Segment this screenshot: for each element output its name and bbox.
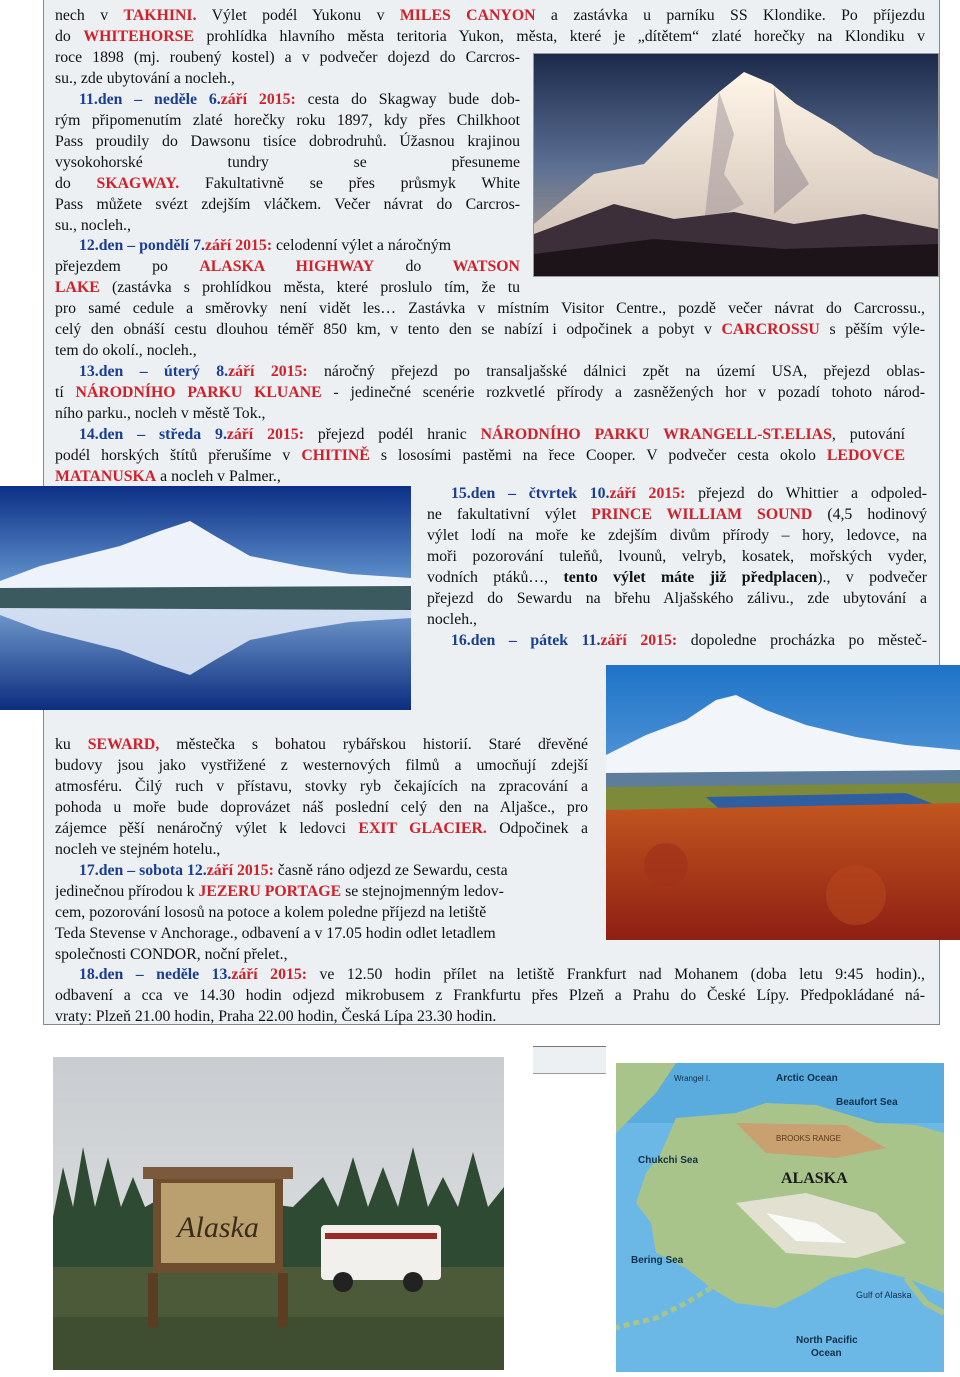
day16-line-5: pohoda u moře bude doprovázet náš poslední celý den na Aljašce., pro [55,799,588,816]
day12-line-1: 12.den – pondělí 7.září 2015: celodenní výlet a náročným [79,237,452,254]
day12-paragraph [55,235,925,361]
day12-line-3: LAKE (zastávka s prohlídkou města, které proslulo tím, že tu [55,279,520,296]
map-label-chukchi: Chukchi Sea [638,1155,699,1166]
day11-line-3: Pass proudily do Dawsonu tisíce dobrodruhů. Úžasnou krajinou [55,133,520,150]
day16-line-3: budovy jsou jako vystřižené z westernových filmů a umocňují zdejší [55,757,588,774]
map-label-beaufort: Beaufort Sea [836,1097,898,1108]
day13-line-1: 13.den – úterý 8.září 2015: náročný přejezd po transaljašské dálnici zpět na území USA, přejezd oblas- [79,363,925,380]
day17-line-5: společnosti CONDOR, noční přelet., [55,946,288,963]
map-label-brooks: BROOKS RANGE [776,1134,841,1143]
day11-line-2: rým připomenutím zlaté horečky roku 1897, kdy přes Chilkhoot [55,112,520,129]
day16-line-6: zájemce pěší nenáročný výlet k ledovci EXIT GLACIER. Odpočinek a [55,820,588,837]
day11-line-1: 11.den – neděle 6.září 2015: cesta do Skagway bude dob- [79,91,520,108]
day16-line-2: ku SEWARD, městečka s bohatou rybářskou historií. Staré dřevěné [55,736,588,753]
map-label-arctic: Arctic Ocean [776,1073,838,1084]
sign-text: Alaska [177,1211,259,1244]
day15-paragraph [427,483,927,651]
day16-line-4: atmosféru. Čilý ruch v přístavu, stovky ryb čekajících na zpracování a [55,778,588,795]
day15-line-1: 15.den – čtvrtek 10.září 2015: přejezd do Whittier a odpoled- [451,485,927,502]
day17-paragraph [55,860,575,965]
day13-paragraph [55,361,925,424]
day12-line-6: tem do okolí., nocleh., [55,342,197,359]
map-label-pacific-1: North Pacific [796,1335,858,1346]
day18-paragraph [55,964,925,1027]
divider-bar [533,1046,606,1074]
day12-line-5: celý den obnáší cestu dlouhou téměř 850 km, v tento den se nabízí i odpočinek a pobyt v CARCROSSU s pěším výle- [55,321,925,338]
intro-line-2: do WHITEHORSE prohlídka hlavního města teritoria Yukon, města, které je „dítětem“ zlaté horečky na Klondiku v [55,28,925,45]
day17-line-2: jedinečnou přírodou k JEZERU PORTAGE se stejnojmenným ledov- [55,883,504,900]
day13-line-3: ního parku., nocleh v městě Tok., [55,405,266,422]
map-label-wrangel: Wrangel I. [674,1074,711,1083]
day17-line-3: cem, pozorování lososů na potoce a kolem poledne příjezd na letiště [55,904,487,921]
day16-line-7: nocleh ve stejném hotelu., [55,841,221,858]
day13-line-2: tí NÁRODNÍHO PARKU KLUANE - jedinečné scenérie rozkvetlé přírody a zasněžených hor v pozadí tohoto národ- [55,384,925,401]
intro-line-3: roce 1898 (mj. roubený kostel) a v podvečer dojezd do Carcros- [55,49,520,66]
day15-line-5: vodních ptáků…, tento výlet máte již předplacen)., v podvečer [427,569,927,586]
lake-reflection-photo [0,486,411,710]
intro-line-1: nech v TAKHINI. Výlet podél Yukonu v MILES CANYON a zastávka u parníku SS Klondike. Po příjezdu [55,7,925,24]
map-label-alaska: ALASKA [781,1170,848,1187]
day11-line-7: su., nocleh., [55,217,131,234]
day18-line-2: odbavení a cca ve 14.30 hodin odjezd mikrobusem z Frankfurtu přes Plzeň a Prahu do České Lípy. Předpokládané ná- [55,987,925,1004]
map-label-gulf: Gulf of Alaska [856,1290,912,1300]
day11-line-4: vysokohorské tundry se přesuneme [55,154,520,171]
day15-line-7: nocleh., [427,611,478,628]
day14-line-2: podél horských štítů přerušíme v CHITINĚ s lososími pastěmi na řece Cooper. V podvečer cesta okolo LEDOVCE [55,447,905,464]
day18-line-1: 18.den – neděle 13.září 2015: ve 12.50 hodin přílet na letiště Frankfurt nad Mohanem (doba letu 9:45 hodin)., [79,966,925,983]
day17-line-1: 17.den – sobota 12.září 2015: časně ráno odjezd ze Sewardu, cesta [79,862,508,879]
day17-line-4: Teda Stevense v Anchorage., odbavení a v 17.05 hodin odlet letadlem [55,925,496,942]
day14-line-1: 14.den – středa 9.září 2015: přejezd podél hranic NÁRODNÍHO PARKU WRANGELL-ST.ELIAS, putování [79,426,905,443]
day11-paragraph [55,89,520,236]
day12-line-4: pro samé cedule a směrovky není vidět les… Zastávka v místním Visitor Centre., pozdě večer návrat do Carcrossu., [55,300,925,317]
intro-line-4: su., zde ubytování a nocleh., [55,70,235,87]
day11-line-5: do SKAGWAY. Fakultativně se přes průsmyk White [55,175,520,192]
day18-line-3: vraty: Plzeň 21.00 hodin, Praha 22.00 hodin, Česká Lípa 23.30 hodin. [55,1008,497,1025]
alaska-map [616,1063,944,1372]
tundra-lake-photo [606,665,960,940]
welcome-sign-photo [53,1057,504,1370]
day15-line-2: ne fakultativní výlet PRINCE WILLIAM SOUND (4,5 hodinový [427,506,927,523]
day15-line-4: moři pozorování tuleňů, lvounů, velryb, kosatek, mořských vyder, [427,548,927,565]
day11-line-6: Pass můžete svézt zdejším vláčkem. Večer návrat do Carcros- [55,196,520,213]
day16-line-1: 16.den – pátek 11.září 2015: dopoledne procházka po městeč- [451,632,927,649]
day15-line-3: výlet lodí na moře ke zdejším divům přírody – hory, ledovce, na [427,527,927,544]
day15-line-6: přejezd do Sewardu na břehu Aljašského zálivu., zde ubytování a [427,590,927,607]
day16-paragraph [55,734,588,860]
map-label-pacific-2: Ocean [811,1348,842,1359]
day14-line-3: MATANUSKA a nocleh v Palmer., [55,468,281,485]
day12-line-2: přejezdem po ALASKA HIGHWAY do WATSON [55,258,520,275]
day14-paragraph [55,424,905,487]
map-label-bering: Bering Sea [631,1255,684,1266]
